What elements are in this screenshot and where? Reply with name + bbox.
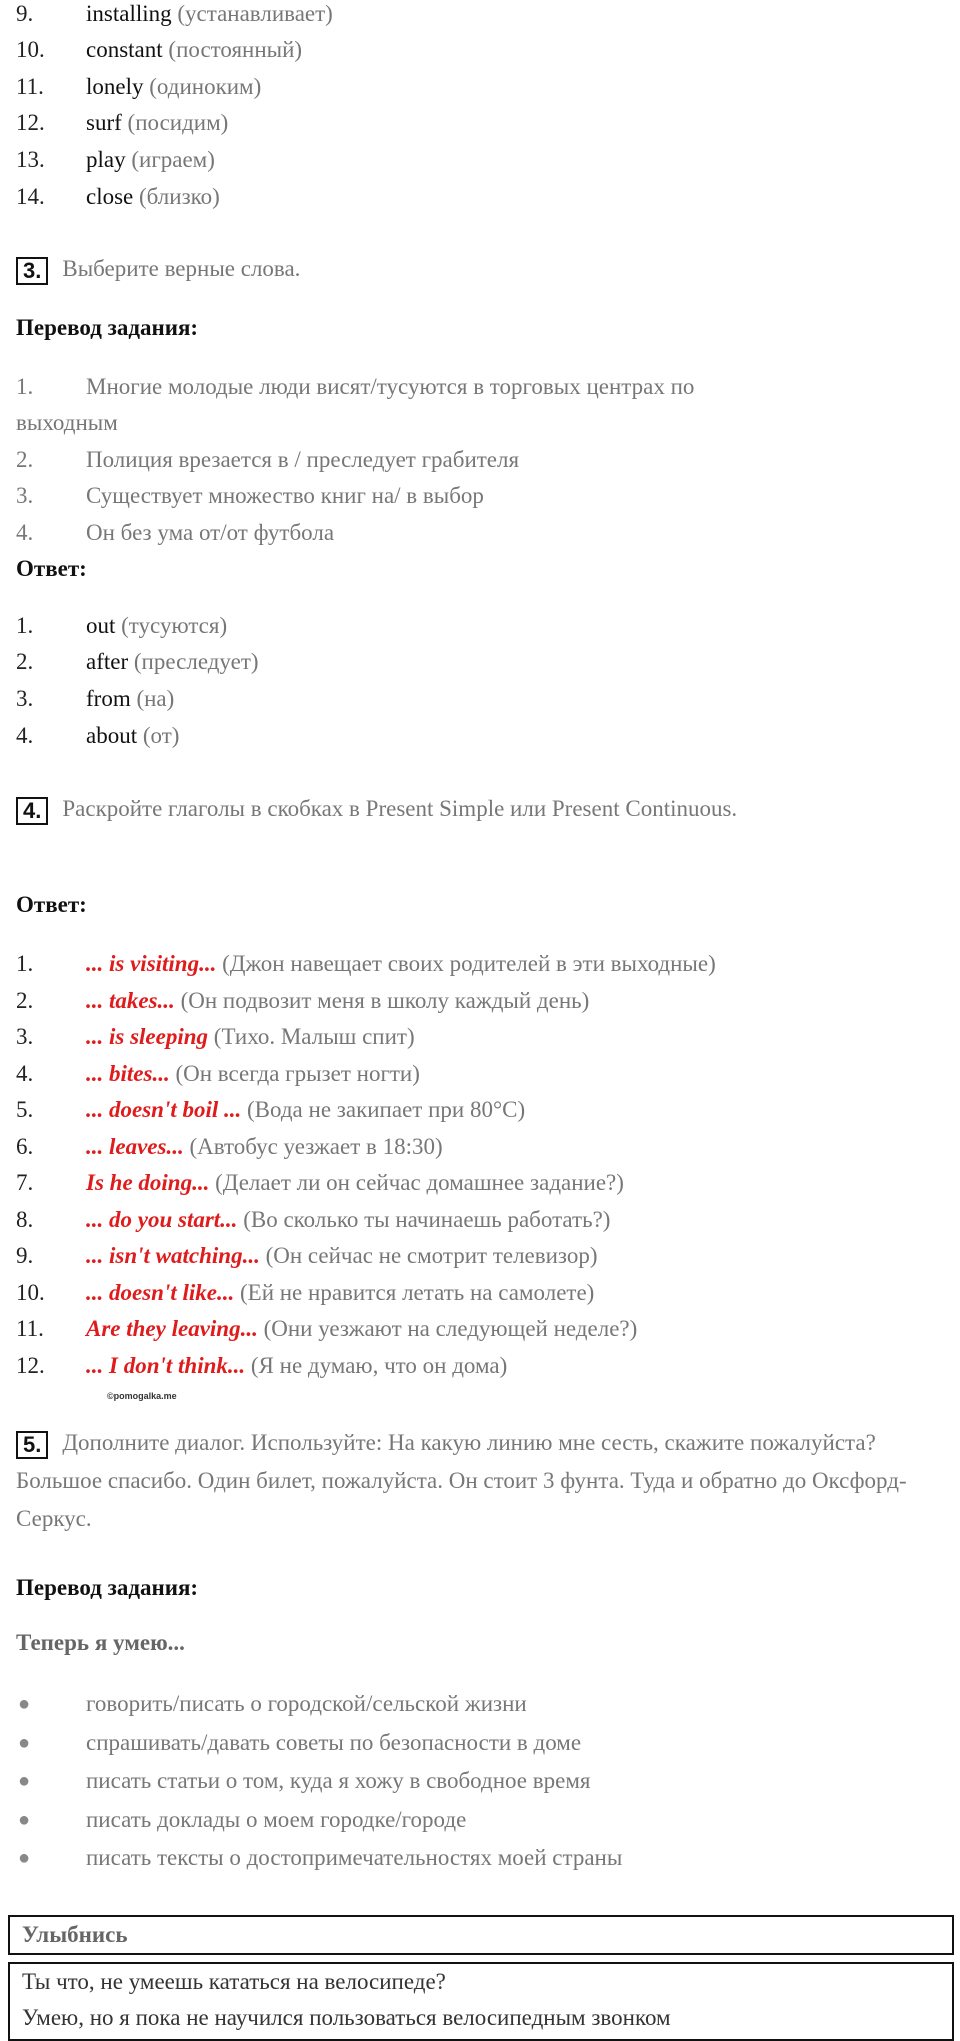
smile-title-box xyxy=(8,1915,954,1955)
task-4-instruction: 4. Раскройте глаголы в скобках в Present Simple или Present Continuous. xyxy=(16,796,737,825)
joke-line: Умею, но я пока не научился пользоваться велосипедным звонком xyxy=(22,2005,671,2030)
task-number-badge: 3. xyxy=(16,257,48,285)
watermark: ©pomogalka.me xyxy=(107,1391,177,1401)
now-i-can-heading: Теперь я умею... xyxy=(16,1630,185,1655)
smile-joke-box xyxy=(8,1962,954,2041)
joke-line: Ты что, не умеешь кататься на велосипеде? xyxy=(22,1969,446,1994)
bullet-icon: ● xyxy=(18,1809,31,1831)
task-number-badge: 5. xyxy=(16,1431,48,1459)
bullet-icon: ● xyxy=(18,1693,31,1715)
task-number-badge: 4. xyxy=(16,797,48,825)
bullet-icon: ● xyxy=(18,1732,31,1754)
bullet-icon: ● xyxy=(18,1847,31,1869)
smile-title: Улыбнись xyxy=(22,1922,128,1947)
translation-heading: Перевод задания: xyxy=(16,315,199,340)
task-3-instruction: 3. Выберите верные слова. xyxy=(16,256,300,285)
task-5-instruction: 5. Дополните диалог. Используйте: На какую линию мне сесть, скажите пожалуйста? Большое спасибо. Один билет, пожалуйста. Он стоит 3 фунта. Туда и обратно до Оксфорд-Серкус. xyxy=(16,1430,907,1531)
answer-heading: Ответ: xyxy=(16,556,87,581)
bullet-icon: ● xyxy=(18,1770,31,1792)
answer-heading: Ответ: xyxy=(16,892,87,917)
translation-heading: Перевод задания: xyxy=(16,1575,199,1600)
